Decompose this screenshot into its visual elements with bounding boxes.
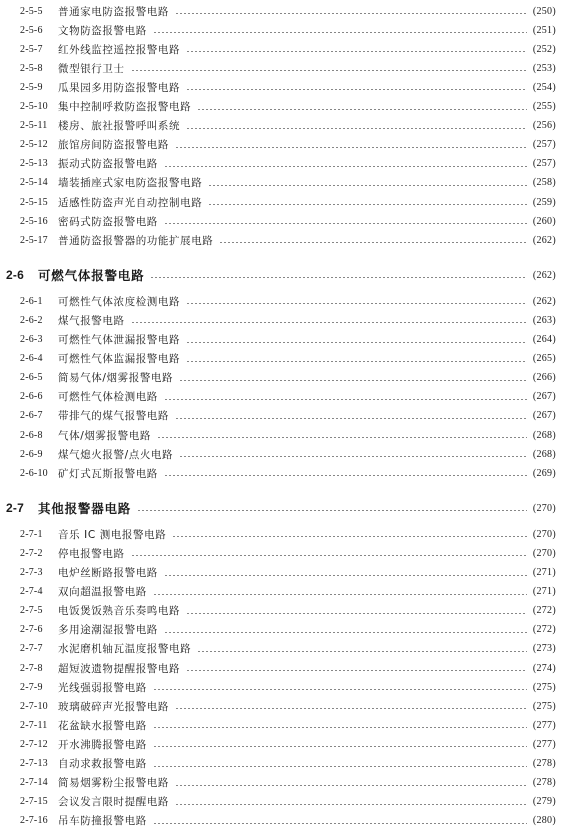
entry-number: 2-7 <box>6 501 24 516</box>
page-number: (275) <box>532 700 556 712</box>
toc-entry[interactable] <box>0 464 568 482</box>
entry-number: 2-6-2 <box>20 314 43 326</box>
toc-entry[interactable] <box>0 525 568 543</box>
page-number: (270) <box>532 547 556 559</box>
dot-leader <box>150 277 526 278</box>
dot-leader <box>164 223 527 224</box>
entry-title: 密码式防盗报警电路 <box>58 215 158 228</box>
entry-number: 2-5-15 <box>20 196 48 208</box>
entry-number: 2-7-14 <box>20 777 48 789</box>
page-number: (278) <box>532 777 556 789</box>
entry-title: 气体/烟雾报警电路 <box>58 429 151 442</box>
entry-number: 2-6-10 <box>20 467 48 479</box>
toc-entry[interactable] <box>0 544 568 562</box>
toc-entry[interactable] <box>0 117 568 135</box>
toc-entry[interactable] <box>0 716 568 734</box>
entry-number: 2-5-9 <box>20 81 43 93</box>
entry-title: 可燃性气体浓度检测电路 <box>58 295 181 308</box>
entry-number: 2-7-7 <box>20 643 43 655</box>
page-number: (262) <box>532 269 556 281</box>
dot-leader <box>208 204 527 205</box>
dot-leader <box>153 594 527 595</box>
entry-title: 自动求救报警电路 <box>58 758 147 770</box>
toc-entry[interactable] <box>0 98 568 116</box>
entry-number: 2-5-5 <box>20 5 43 17</box>
entry-number: 2-5-6 <box>20 24 43 36</box>
entry-number: 2-6-3 <box>20 334 43 345</box>
dot-leader <box>186 361 527 362</box>
dot-leader <box>208 185 527 186</box>
toc-entry[interactable] <box>0 2 568 20</box>
entry-title: 双向超温报警电路 <box>58 586 147 599</box>
page-number: (258) <box>532 177 556 189</box>
toc-entry[interactable] <box>0 678 568 696</box>
dot-leader <box>164 166 527 167</box>
entry-title: 玻璃破碎声光报警电路 <box>58 700 169 713</box>
dot-leader <box>175 708 527 709</box>
entry-number: 2-5-12 <box>20 139 48 151</box>
page-number: (265) <box>532 353 556 365</box>
toc-entry[interactable] <box>0 350 568 368</box>
dot-leader <box>164 575 527 576</box>
toc-entry[interactable] <box>0 640 568 658</box>
entry-title: 停电报警电路 <box>58 547 125 560</box>
entry-number: 2-7-5 <box>20 605 43 617</box>
dot-leader <box>172 536 527 537</box>
entry-number: 2-7-13 <box>20 758 48 769</box>
entry-number: 2-5-8 <box>20 62 43 74</box>
toc-entry[interactable] <box>0 735 568 753</box>
dot-leader <box>157 437 527 438</box>
entry-title: 开水沸腾报警电路 <box>58 738 147 751</box>
entry-title: 墙装插座式家电防盗报警电路 <box>58 177 203 190</box>
entry-title: 普通家电防盗报警电路 <box>58 5 169 18</box>
entry-title: 普通防盗报警器的功能扩展电路 <box>58 234 214 247</box>
entry-number: 2-6-4 <box>20 353 43 365</box>
page-number: (252) <box>532 43 556 55</box>
page-number: (277) <box>532 738 556 750</box>
toc-entry[interactable] <box>0 602 568 620</box>
page-number: (268) <box>532 448 556 460</box>
dot-leader <box>153 727 527 728</box>
page-number: (272) <box>532 624 556 636</box>
toc-entry[interactable] <box>0 78 568 96</box>
toc-entry[interactable] <box>0 426 568 444</box>
dot-leader <box>153 766 527 767</box>
dot-leader <box>186 128 527 129</box>
toc-entry[interactable] <box>0 564 568 582</box>
dot-leader <box>131 555 527 556</box>
dot-leader <box>179 380 527 381</box>
entry-number: 2-7-2 <box>20 547 43 559</box>
entry-number: 2-5-16 <box>20 215 48 227</box>
entry-title: 可燃性气体检测电路 <box>58 391 158 404</box>
dot-leader <box>175 785 527 786</box>
page-number: (274) <box>532 662 556 674</box>
dot-leader <box>175 13 527 14</box>
toc-entry[interactable] <box>0 59 568 77</box>
dot-leader <box>164 399 527 400</box>
dot-leader <box>153 32 527 33</box>
dot-leader <box>175 147 527 148</box>
page-number: (266) <box>532 372 556 384</box>
entry-number: 2-7-6 <box>20 624 43 636</box>
toc-entry[interactable] <box>0 793 568 811</box>
page-number: (253) <box>532 62 556 74</box>
entry-title: 楼房、旅社报警呼叫系统 <box>58 120 181 133</box>
toc-entry[interactable] <box>0 621 568 639</box>
page-number: (257) <box>532 139 556 151</box>
entry-title: 带排气的煤气报警电路 <box>58 410 169 423</box>
dot-leader <box>179 456 527 457</box>
toc-entry[interactable] <box>0 697 568 715</box>
page-number: (254) <box>532 81 556 93</box>
page-number: (259) <box>532 196 556 208</box>
toc-entry[interactable] <box>0 331 568 349</box>
page-number: (262) <box>532 295 556 307</box>
entry-title: 煤气报警电路 <box>58 314 125 327</box>
entry-title: 可燃性气体监漏报警电路 <box>58 353 181 366</box>
page-number: (264) <box>532 334 556 345</box>
entry-number: 2-6 <box>6 268 24 283</box>
entry-number: 2-6-7 <box>20 410 43 422</box>
page-number: (260) <box>532 215 556 227</box>
dot-leader <box>186 613 527 614</box>
dot-leader <box>153 689 527 690</box>
entry-title: 集中控制呼救防盗报警电路 <box>58 101 192 113</box>
page-number: (272) <box>532 605 556 617</box>
dot-leader <box>175 804 527 805</box>
page-number: (279) <box>532 796 556 808</box>
toc-entry[interactable] <box>0 155 568 173</box>
entry-title: 旅馆房间防盗报警电路 <box>58 139 169 152</box>
page-number: (268) <box>532 429 556 441</box>
entry-title: 可燃性气体泄漏报警电路 <box>58 334 181 346</box>
dot-leader <box>219 242 526 243</box>
page-number: (280) <box>532 815 556 827</box>
dot-leader <box>175 418 527 419</box>
entry-number: 2-7-8 <box>20 662 43 674</box>
entry-title: 简易气体/烟雾报警电路 <box>58 372 174 385</box>
entry-number: 2-5-14 <box>20 177 48 189</box>
entry-number: 2-5-13 <box>20 158 48 170</box>
toc-entry[interactable] <box>0 231 568 249</box>
entry-number: 2-7-1 <box>20 528 43 540</box>
entry-title: 花盆缺水报警电路 <box>58 719 147 732</box>
entry-title: 简易烟雾粉尘报警电路 <box>58 777 169 790</box>
entry-number: 2-6-8 <box>20 429 43 441</box>
dot-leader <box>164 632 527 633</box>
dot-leader <box>153 823 527 824</box>
page-number: (269) <box>532 467 556 479</box>
entry-title: 会议发言限时提醒电路 <box>58 796 169 809</box>
entry-number: 2-7-4 <box>20 586 43 598</box>
dot-leader <box>131 322 527 323</box>
page-number: (270) <box>532 502 556 514</box>
entry-number: 2-5-7 <box>20 43 43 55</box>
dot-leader <box>186 51 527 52</box>
page-number: (267) <box>532 410 556 422</box>
toc-entry[interactable] <box>0 659 568 677</box>
toc-entry[interactable] <box>0 755 568 773</box>
entry-number: 2-6-5 <box>20 372 43 384</box>
entry-title: 瓜果园多用防盗报警电路 <box>58 81 181 94</box>
page-number: (256) <box>532 120 556 132</box>
dot-leader <box>197 109 527 110</box>
toc-entry[interactable] <box>0 174 568 192</box>
page-number: (257) <box>532 158 556 170</box>
entry-title: 电饭煲饭熟音乐奏鸣电路 <box>58 605 181 618</box>
entry-title: 光线强弱报警电路 <box>58 681 147 694</box>
toc-entry[interactable] <box>0 369 568 387</box>
dot-leader <box>186 670 527 671</box>
page-number: (277) <box>532 719 556 731</box>
toc-entry[interactable] <box>0 583 568 601</box>
toc-section[interactable] <box>0 264 568 286</box>
page-number: (267) <box>532 391 556 403</box>
entry-number: 2-6-1 <box>20 295 43 307</box>
entry-title: 音乐 IC 测电报警电路 <box>58 528 167 541</box>
page-number: (251) <box>532 24 556 36</box>
toc-entry[interactable] <box>0 40 568 58</box>
entry-title: 其他报警器电路 <box>38 501 132 517</box>
dot-leader <box>137 510 527 511</box>
toc-entry[interactable] <box>0 212 568 230</box>
toc-entry[interactable] <box>0 812 568 830</box>
entry-number: 2-7-15 <box>20 796 48 808</box>
page-number: (262) <box>532 234 556 246</box>
dot-leader <box>164 475 527 476</box>
entry-title: 煤气熄火报警/点火电路 <box>58 448 174 461</box>
dot-leader <box>186 303 527 304</box>
entry-number: 2-5-11 <box>20 120 48 132</box>
entry-number: 2-7-11 <box>20 719 48 731</box>
entry-title: 超短波遗物提醒报警电路 <box>58 662 181 675</box>
toc-entry[interactable] <box>0 445 568 463</box>
entry-number: 2-7-3 <box>20 567 43 578</box>
page-number: (271) <box>532 586 556 598</box>
dot-leader <box>131 70 527 71</box>
entry-title: 多用途潮湿报警电路 <box>58 624 158 637</box>
page-number: (263) <box>532 314 556 326</box>
page-number: (255) <box>532 101 556 112</box>
page-number: (270) <box>532 528 556 540</box>
toc-section[interactable] <box>0 497 568 519</box>
entry-number: 2-7-9 <box>20 681 43 693</box>
entry-title: 适感性防盗声光自动控制电路 <box>58 196 203 209</box>
entry-number: 2-5-17 <box>20 234 48 246</box>
entry-title: 红外线监控遥控报警电路 <box>58 43 181 56</box>
dot-leader <box>186 89 527 90</box>
dot-leader <box>186 342 527 343</box>
toc-entry[interactable] <box>0 21 568 39</box>
entry-title: 可燃气体报警电路 <box>38 268 145 284</box>
entry-number: 2-7-16 <box>20 815 48 827</box>
toc-entry[interactable] <box>0 388 568 406</box>
entry-number: 2-7-12 <box>20 738 48 750</box>
entry-number: 2-6-6 <box>20 391 43 403</box>
toc-entry[interactable] <box>0 193 568 211</box>
page-number: (278) <box>532 758 556 769</box>
toc-entry[interactable] <box>0 136 568 154</box>
entry-title: 吊车防撞报警电路 <box>58 815 147 828</box>
toc-entry[interactable] <box>0 774 568 792</box>
dot-leader <box>153 746 527 747</box>
page-number: (275) <box>532 681 556 693</box>
entry-number: 2-7-10 <box>20 700 48 712</box>
page-number: (250) <box>532 5 556 17</box>
toc-entry[interactable] <box>0 292 568 310</box>
entry-title: 振动式防盗报警电路 <box>58 158 158 171</box>
entry-title: 文物防盗报警电路 <box>58 24 147 37</box>
entry-title: 电炉丝断路报警电路 <box>58 567 158 579</box>
toc-entry[interactable] <box>0 407 568 425</box>
entry-number: 2-6-9 <box>20 448 43 460</box>
entry-number: 2-5-10 <box>20 101 48 112</box>
dot-leader <box>197 651 527 652</box>
entry-title: 水泥磨机轴瓦温度报警电路 <box>58 643 192 656</box>
entry-title: 微型银行卫士 <box>58 62 125 75</box>
page-number: (271) <box>532 567 556 578</box>
entry-title: 矿灯式瓦斯报警电路 <box>58 467 158 480</box>
page-number: (273) <box>532 643 556 655</box>
toc-entry[interactable] <box>0 311 568 329</box>
